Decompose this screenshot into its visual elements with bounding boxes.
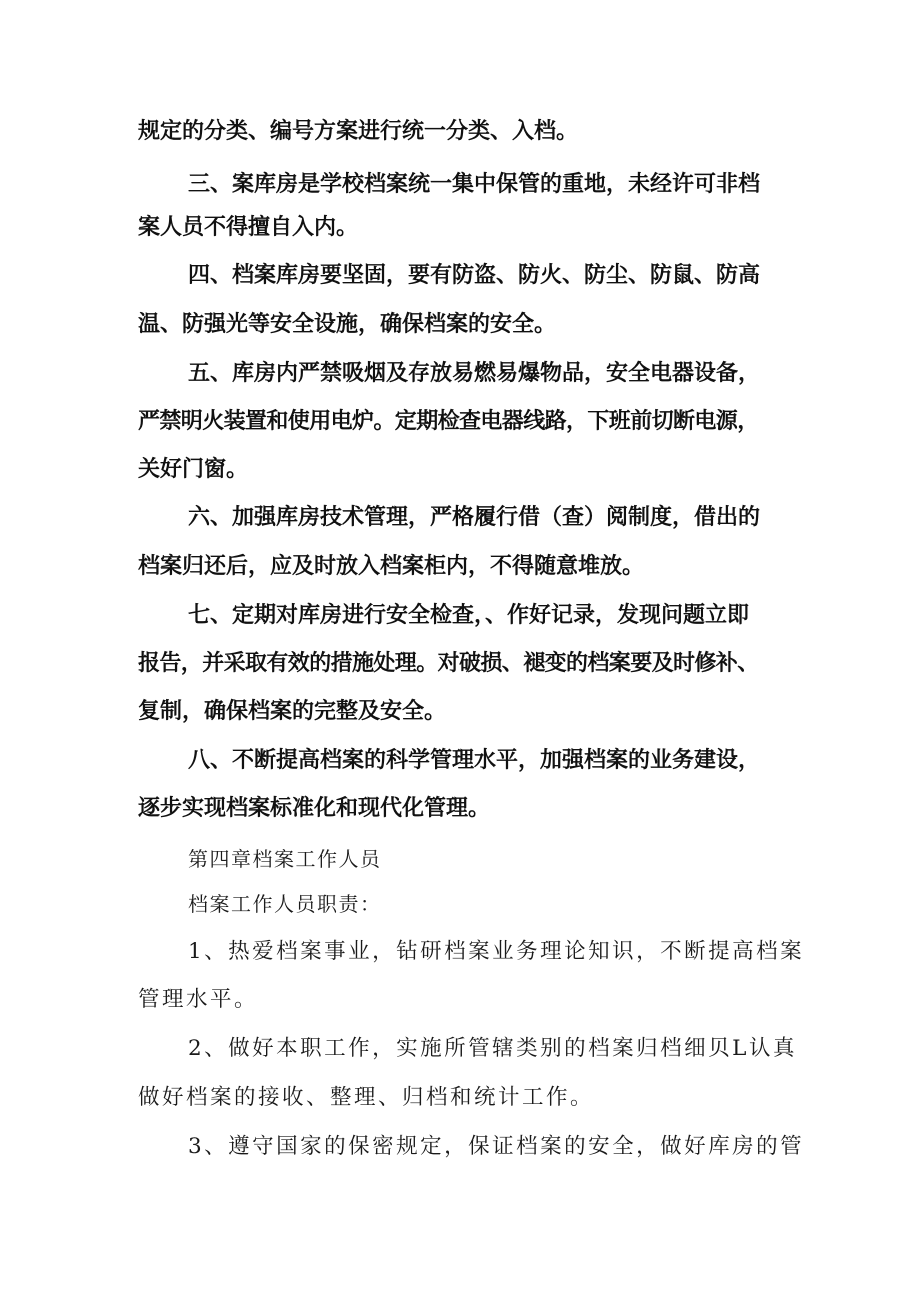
- text-line-2: 三、案库房是学校档案统一集中保管的重地，未经许可非档: [188, 172, 761, 197]
- text-line-11: 七、定期对库房进行安全检查，、作好记录，发现问题立即: [188, 603, 750, 628]
- text-line-22: 3、遵守国家的保密规定，保证档案的安全，做好库房的管: [188, 1134, 805, 1159]
- text-line-12: 报告，并采取有效的措施处理。对破损、褪变的档案要及时修补、: [138, 651, 759, 676]
- text-line-20: 2、做好本职工作，实施所管辖类别的档案归档细贝L认真: [188, 1036, 797, 1061]
- text-line-7: 严禁明火装置和使用电炉。定期检查电器线路，下班前切断电源，: [138, 409, 759, 434]
- text-line-14: 八、不断提高档案的科学管理水平，加强档案的业务建设，: [188, 748, 761, 773]
- text-line-5: 温、防强光等安全设施，确保档案的安全。: [138, 312, 557, 337]
- text-line-18: 1、热爱档案事业，钻研档案业务理论知识，不断提高档案: [188, 939, 805, 964]
- text-line-3: 案人员不得擅自入内。: [138, 215, 359, 240]
- text-line-6: 五、库房内严禁吸烟及存放易燃易爆物品，安全电器设备，: [188, 361, 761, 386]
- text-line-13: 复制，确保档案的完整及安全。: [138, 699, 447, 724]
- text-line-8: 关好门窗。: [138, 457, 249, 482]
- text-line-10: 档案归还后，应及时放入档案柜内，不得随意堆放。: [138, 554, 645, 579]
- section-heading: 档案工作人员职责：: [188, 892, 382, 916]
- text-line-19: 管理水平。: [138, 987, 259, 1012]
- text-line-4: 四、档案库房要坚固，要有防盗、防火、防尘、防鼠、防高: [188, 263, 761, 288]
- text-line-9: 六、加强库房技术管理，严格履行借（查）阅制度，借出的: [188, 505, 761, 530]
- text-line-21: 做好档案的接收、整理、归档和统计工作。: [138, 1085, 595, 1110]
- text-line-15: 逐步实现档案标准化和现代化管理。: [138, 796, 491, 821]
- text-line-1: 规定的分类、编号方案进行统一分类、入档。: [138, 119, 579, 144]
- chapter-heading: 第四章档案工作人员: [188, 847, 382, 871]
